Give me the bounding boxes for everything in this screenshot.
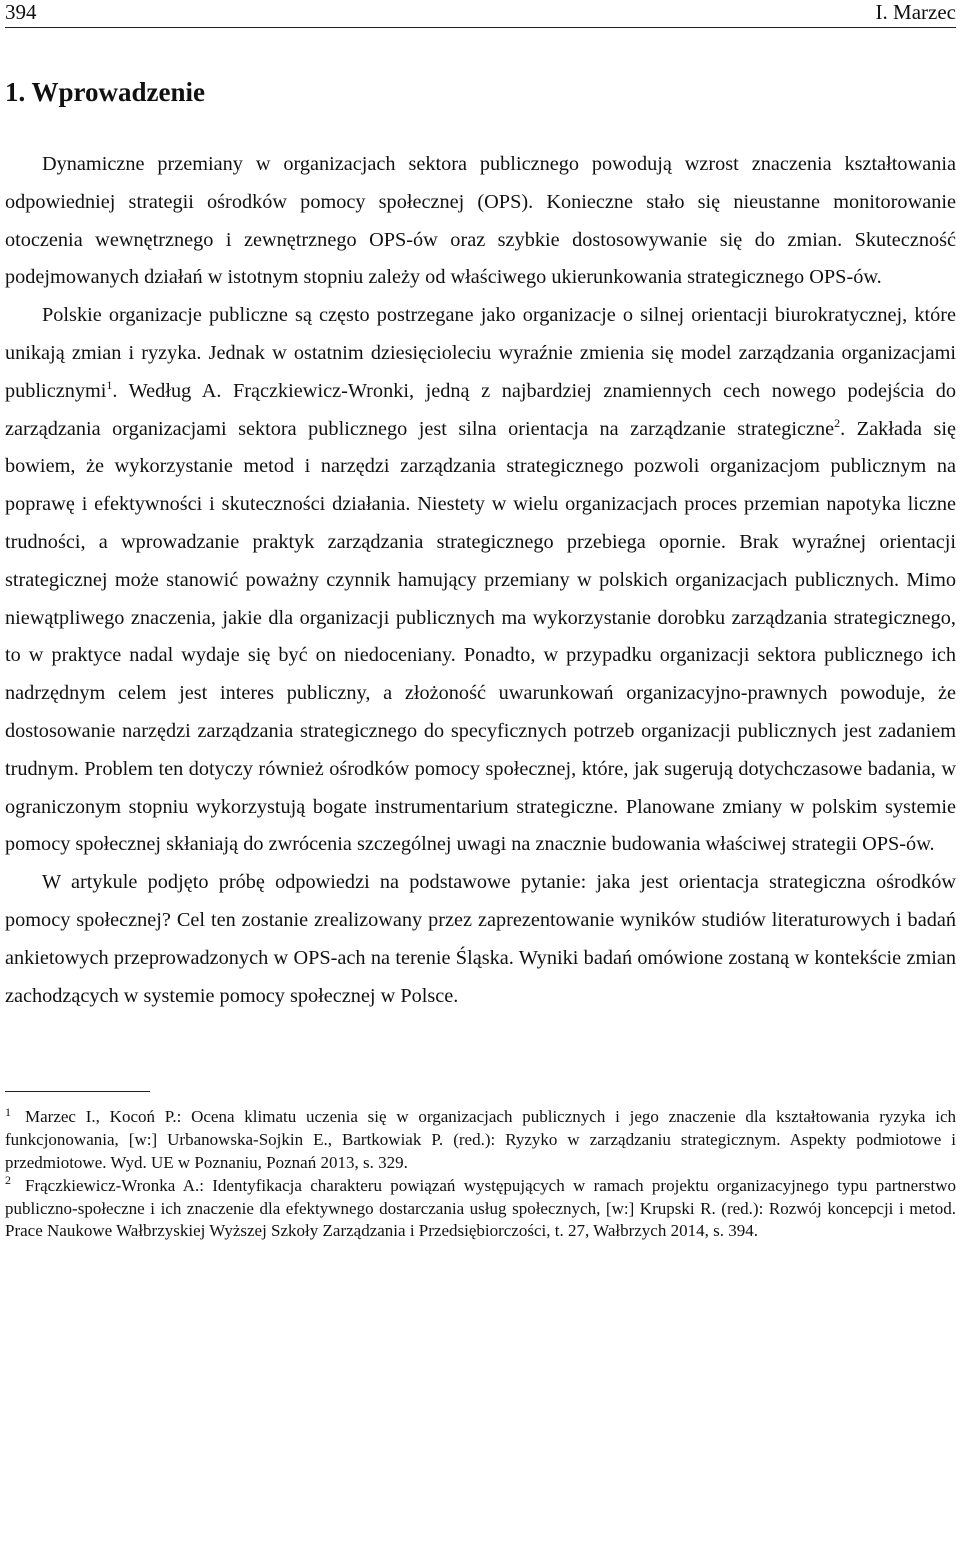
footnote-1	[5, 1106, 956, 1174]
footnote-2-text: Frączkiewicz-Wronka A.: Identyfikacja charakteru powiązań występujących w ramach projektu organizacyjnego typu partnerstwo publiczno-społeczne i ich znaczenie dla efektywnego dostarczania usług społecznych, [w:] Krupski R. (red.): Rozwój koncepcji i metod. Prace Naukowe Wałbrzyskiej Wyższej Szkoły Zarządzania i Przedsiębiorczości, t. 27, Wałbrzych 2014, s. 394.	[5, 1175, 956, 1241]
page-number: 394	[5, 0, 37, 24]
paragraph-3	[5, 864, 956, 1015]
paragraph-2-text-b: . Według A. Frączkiewicz-Wronki, jedną z najbardziej znamiennych cech nowego podejścia do zarządzania organizacjami sektora publicznego jest silna orientacja na zarządzanie strategiczne	[5, 379, 956, 440]
footnote-ref-1[interactable]: 1	[106, 378, 113, 393]
paragraph-3-text: W artykule podjęto próbę odpowiedzi na podstawowe pytanie: jaka jest orientacja strategiczna ośrodków pomocy społecznej? Cel ten zostanie zrealizowany przez zaprezentowanie wyników studiów literaturowych i badań ankietowych przeprowadzonych w OPS-ach na terenie Śląska. Wyniki badań omówione zostaną w kontekście zmian zachodzących w systemie pomocy społecznej w Polsce.	[5, 871, 956, 1007]
paragraph-2-text-c: . Zakłada się bowiem, że wykorzystanie metod i narzędzi zarządzania strategicznego pozwoli organizacjom publicznym na poprawę i efektywności i skuteczności działania. Niestety w wielu organizacjach proces przemian napotyka liczne trudności, a wprowadzanie praktyk zarządzania strategicznego przebiega opornie. Brak wyraźnej orientacji strategicznej może stanowić poważny czynnik hamujący przemiany w polskich organizacjach publicznych. Mimo niewątpliwego znaczenia, jakie dla organizacji publicznych ma wykorzystanie dorobku zarządzania strategicznego, to w praktyce nadal wydaje się być on niedoceniany. Ponadto, w przypadku organizacji sektora publicznego ich nadrzędnym celem jest interes publiczny, a złożoność uwarunkowań organizacyjno-prawnych powoduje, że dostosowanie narzędzi zarządzania strategicznego do specyficznych potrzeb organizacji publicznych jest zadaniem trudnym. Problem ten dotyczy również ośrodków pomocy społecznej, które, jak sugerują dotychczasowe badania, w ograniczonym stopniu wykorzystują bogate instrumentarium strategiczne. Planowane zmiany w polskim systemie pomocy społecznej skłaniają do zwrócenia szczególnej uwagi na znacznie budowania właściwej strategii OPS-ów.	[5, 417, 956, 856]
paragraph-2-text-a: Polskie organizacje publiczne są często postrzegane jako organizacje o silnej orientacji biurokratycznej, które unikają zmian i ryzyka. Jednak w ostatnim dziesięcioleciu wyraźnie zmienia się model zarządzania organizacjami publicznymi	[5, 304, 956, 402]
paragraph-2	[5, 297, 956, 864]
section-title: 1. Wprowadzenie	[5, 77, 206, 107]
footnote-2	[5, 1175, 956, 1243]
footnote-1-number: 1	[5, 1104, 11, 1119]
running-header	[5, 0, 956, 28]
paragraph-1-text: Dynamiczne przemiany w organizacjach sektora publicznego powodują wzrost znaczenia kształtowania odpowiedniej strategii ośrodków pomocy społecznej (OPS). Konieczne stało się nieustanne monitorowanie otoczenia wewnętrznego i zewnętrznego OPS-ów oraz szybkie dostosowywanie się do zmian. Skuteczność podejmowanych działań w istotnym stopniu zależy od właściwego ukierunkowania strategicznego OPS-ów.	[5, 153, 956, 289]
running-head-author: I. Marzec	[875, 0, 956, 24]
footnote-divider	[5, 1091, 150, 1092]
footnote-ref-2[interactable]: 2	[834, 415, 841, 430]
footnotes	[5, 1106, 956, 1243]
body-text	[5, 146, 956, 1015]
footnote-1-text: Marzec I., Kocoń P.: Ocena klimatu uczenia się w organizacjach publicznych i jego znaczenie dla kształtowania ryzyka ich funkcjonowania, [w:] Urbanowska-Sojkin E., Bartkowiak P. (red.): Ryzyko w zarządzaniu strategicznym. Aspekty podmiotowe i przedmiotowe. Wyd. UE w Poznaniu, Poznań 2013, s. 329.	[5, 1107, 956, 1172]
paragraph-1	[5, 146, 956, 297]
footnote-2-number: 2	[5, 1173, 11, 1188]
